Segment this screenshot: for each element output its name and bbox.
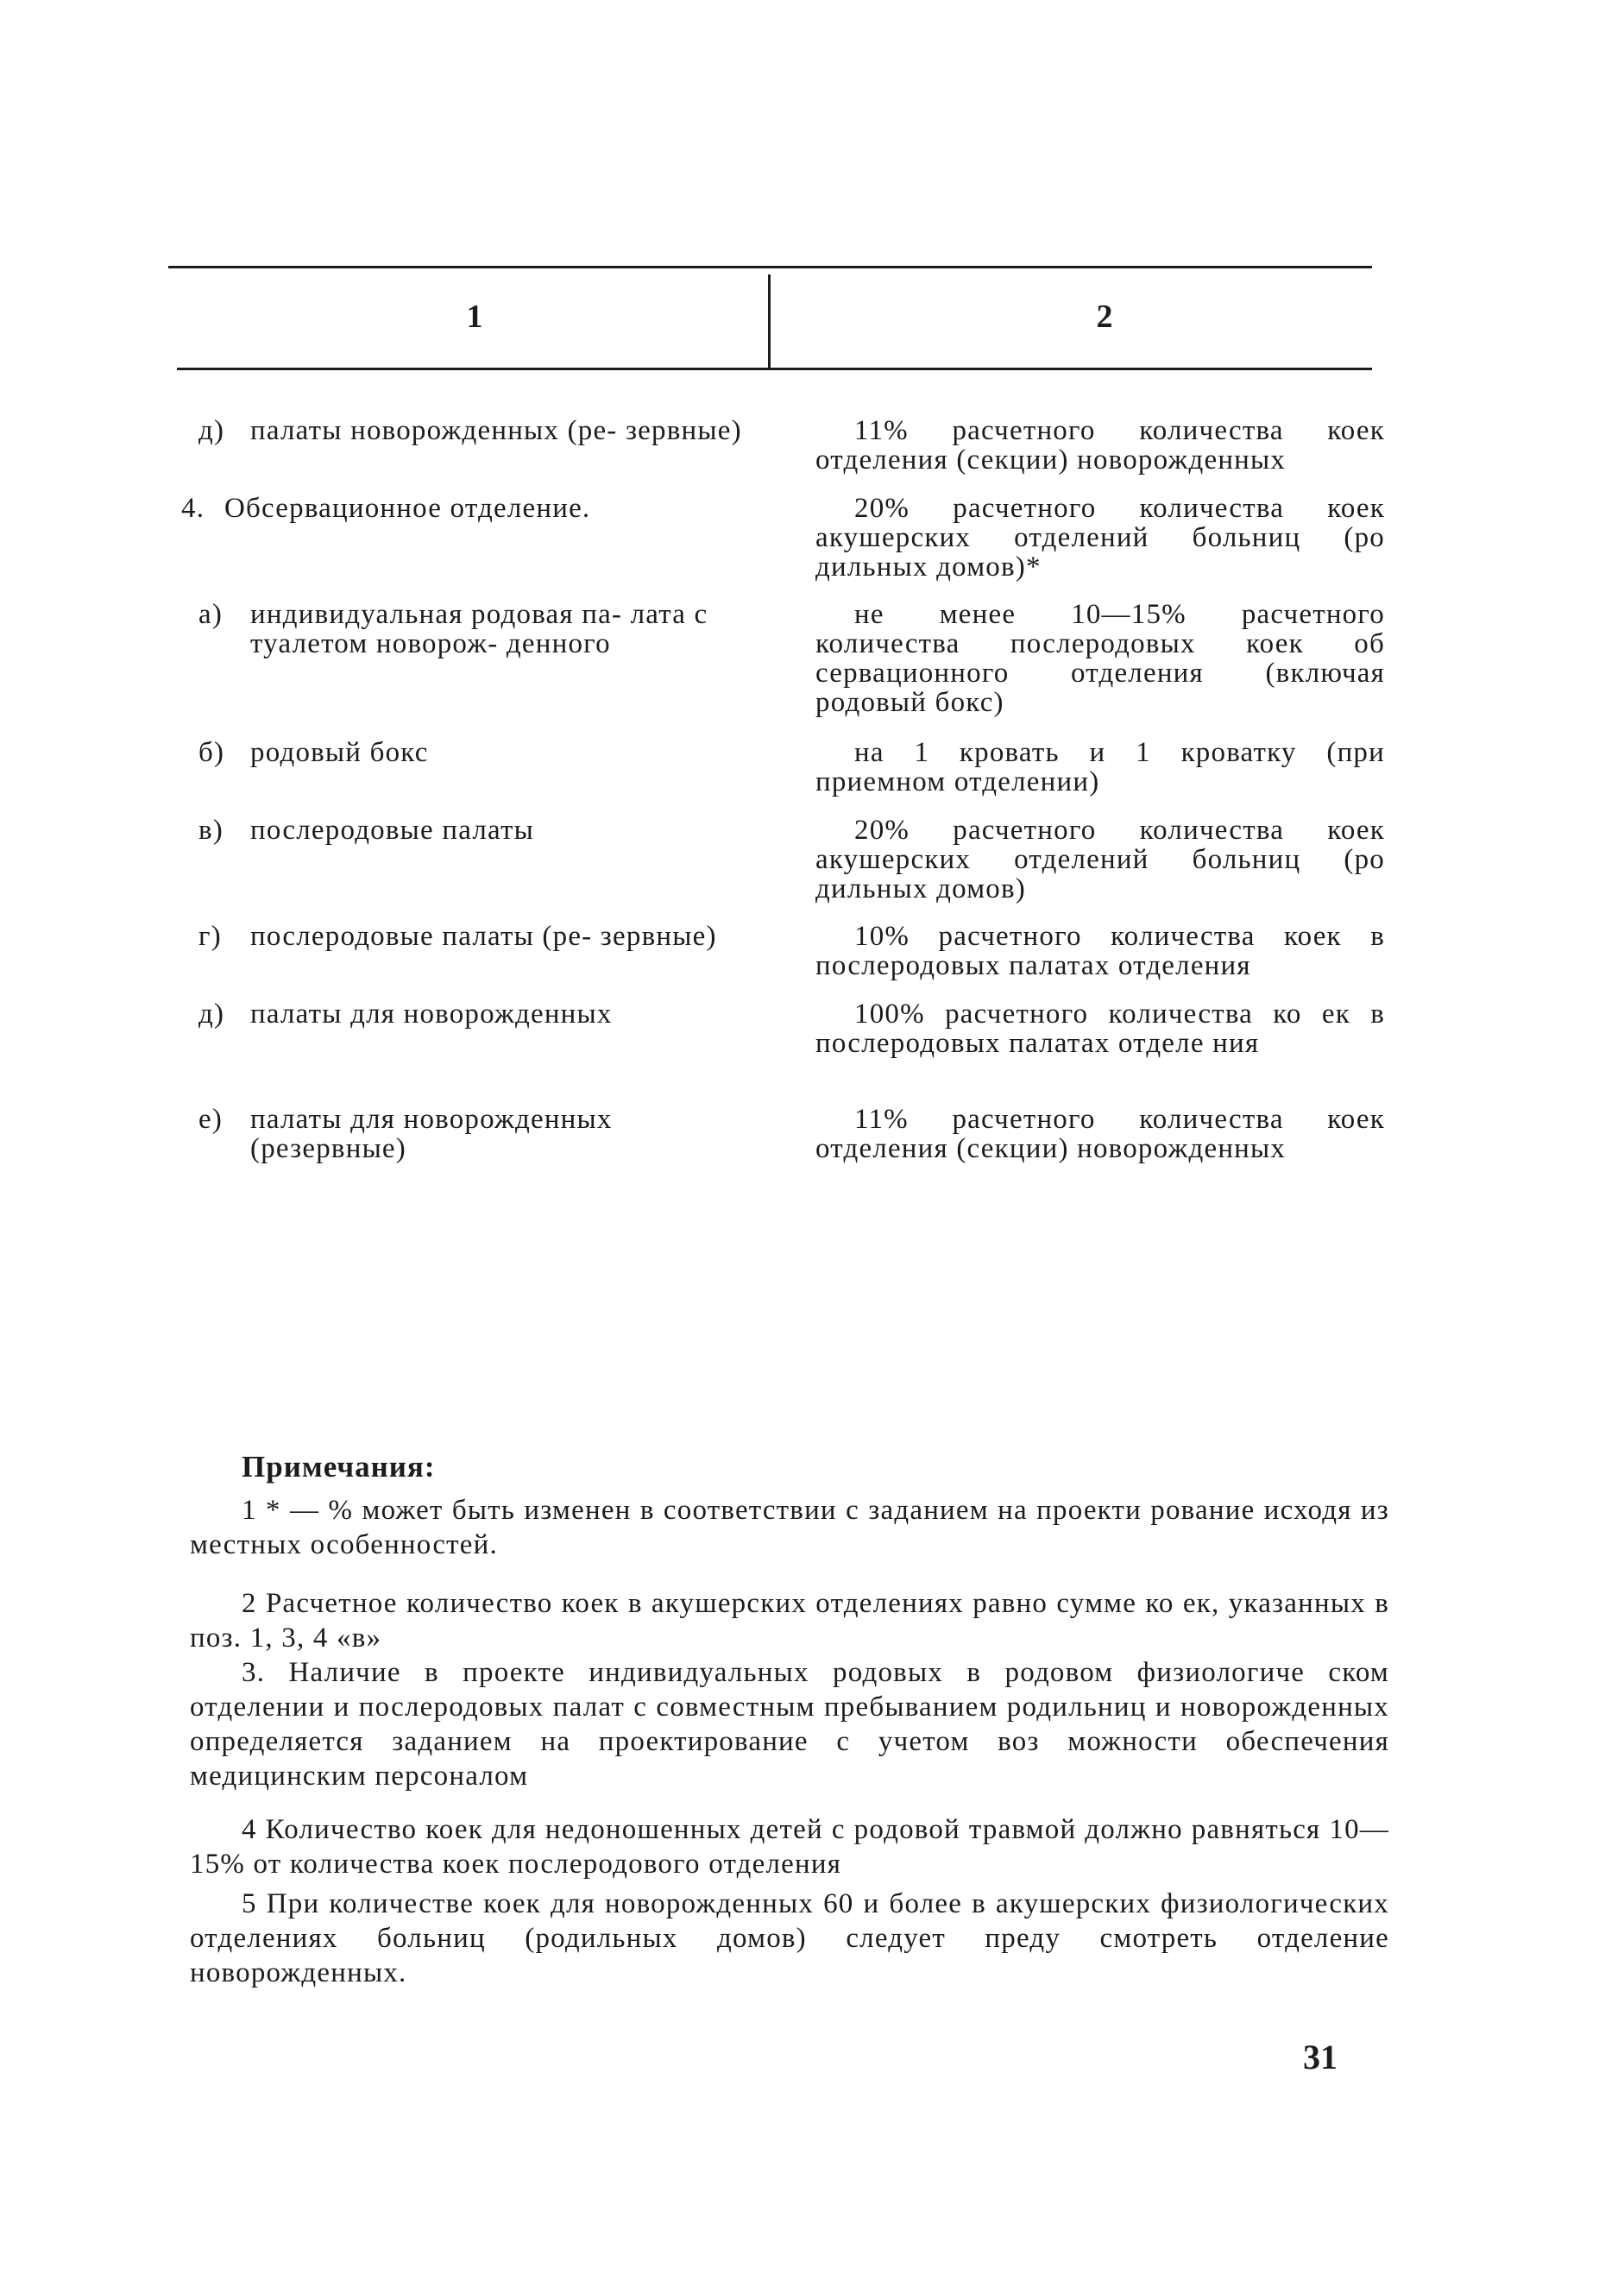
table-row-right <box>815 816 1385 904</box>
note-item: 5 При количестве коек для новорожденных 60 и более в акушерских физиологических отделениях больниц (родильных домов) следует преду смотреть отделение новорожденных. <box>190 1888 1389 1988</box>
page-number: 31 <box>1303 2038 1338 2076</box>
table-row-right <box>815 494 1385 582</box>
table-row-left <box>198 600 751 658</box>
notes-title: Примечания: <box>242 1450 436 1484</box>
note-item: 1 * — % может быть изменен в соответствии с заданием на проекти рование исходя из местных особенностей. <box>190 1495 1389 1560</box>
table-top-rule <box>168 266 1372 268</box>
table-row-left <box>198 922 751 951</box>
table-row-right <box>815 416 1385 475</box>
table-row-left <box>198 1105 751 1163</box>
table-row-left <box>198 816 751 845</box>
row-left-text: палаты для новорожденных (резервные) <box>250 1104 613 1164</box>
note-item: 2 Расчетное количество коек в акушерских отделениях равно сумме ко ек, указанных в поз. 1, 3, 4 «в» <box>190 1588 1389 1654</box>
row-right-text: 20% расчетного количества коек акушерских отделений больниц (ро дильных домов) <box>815 815 1385 904</box>
row-left-text: родовый бокс <box>250 737 429 768</box>
row-left-text: послеродовые палаты (ре- зервные) <box>250 921 717 952</box>
row-right-text: 11% расчетного количества коек отделения (секции) новорожденных <box>815 415 1385 476</box>
table-row-right <box>815 999 1385 1058</box>
note-item: 3. Наличие в проекте индивидуальных родовых в родовом физиологиче ском отделении и послеродовых палат с совместным пребыванием родильниц и новорожденных определяется заданием на проектирование с учетом воз можности обеспечения медицинским персоналом <box>190 1657 1389 1792</box>
table-row-right <box>815 600 1385 717</box>
column-header-1: 1 <box>466 299 483 335</box>
row-right-text: 20% расчетного количества коек акушерских отделений больниц (ро дильных домов)* <box>815 493 1385 583</box>
table-row-left <box>198 416 751 445</box>
row-right-text: 10% расчетного количества коек в послеродовых палатах отделения <box>815 921 1385 981</box>
column-header-2: 2 <box>1096 299 1113 335</box>
row-marker: е) <box>198 1104 223 1135</box>
table-row-left <box>198 738 751 767</box>
row-right-text: 11% расчетного количества коек отделения (секции) новорожденных <box>815 1104 1385 1164</box>
row-marker: в) <box>198 815 223 846</box>
row-right-text: на 1 кровать и 1 кроватку (при приемном отделении) <box>815 737 1385 797</box>
table-row-right <box>815 738 1385 797</box>
row-right-text: 100% расчетного количества ко ек в послеродовых палатах отделе ния <box>815 999 1385 1059</box>
row-marker: г) <box>198 921 222 952</box>
table-header-rule <box>177 368 1372 370</box>
table-row-left <box>198 999 751 1029</box>
column-divider <box>768 274 771 368</box>
row-left-text: индивидуальная родовая па- лата с туалетом новорож- денного <box>250 599 708 659</box>
table-row-left <box>181 494 733 523</box>
row-left-text: послеродовые палаты <box>250 815 534 846</box>
row-left-text: Обсервационное отделение. <box>224 493 591 524</box>
row-marker: д) <box>198 999 225 1030</box>
note-item: 4 Количество коек для недоношенных детей с родовой травмой должно равняться 10—15% от количества коек послеродового отделения <box>190 1814 1389 1880</box>
table-row-right <box>815 1105 1385 1163</box>
row-marker: д) <box>198 415 225 446</box>
row-left-text: палаты для новорожденных <box>250 999 613 1030</box>
row-marker: б) <box>198 737 225 768</box>
table-row-right <box>815 922 1385 980</box>
row-left-text: палаты новорожденных (ре- зервные) <box>250 415 742 446</box>
row-marker: а) <box>198 599 223 630</box>
row-right-text: не менее 10—15% расчетного количества послеродовых коек об сервационного отделения (включая родовый бокс) <box>815 599 1385 718</box>
row-marker: 4. <box>181 493 205 524</box>
